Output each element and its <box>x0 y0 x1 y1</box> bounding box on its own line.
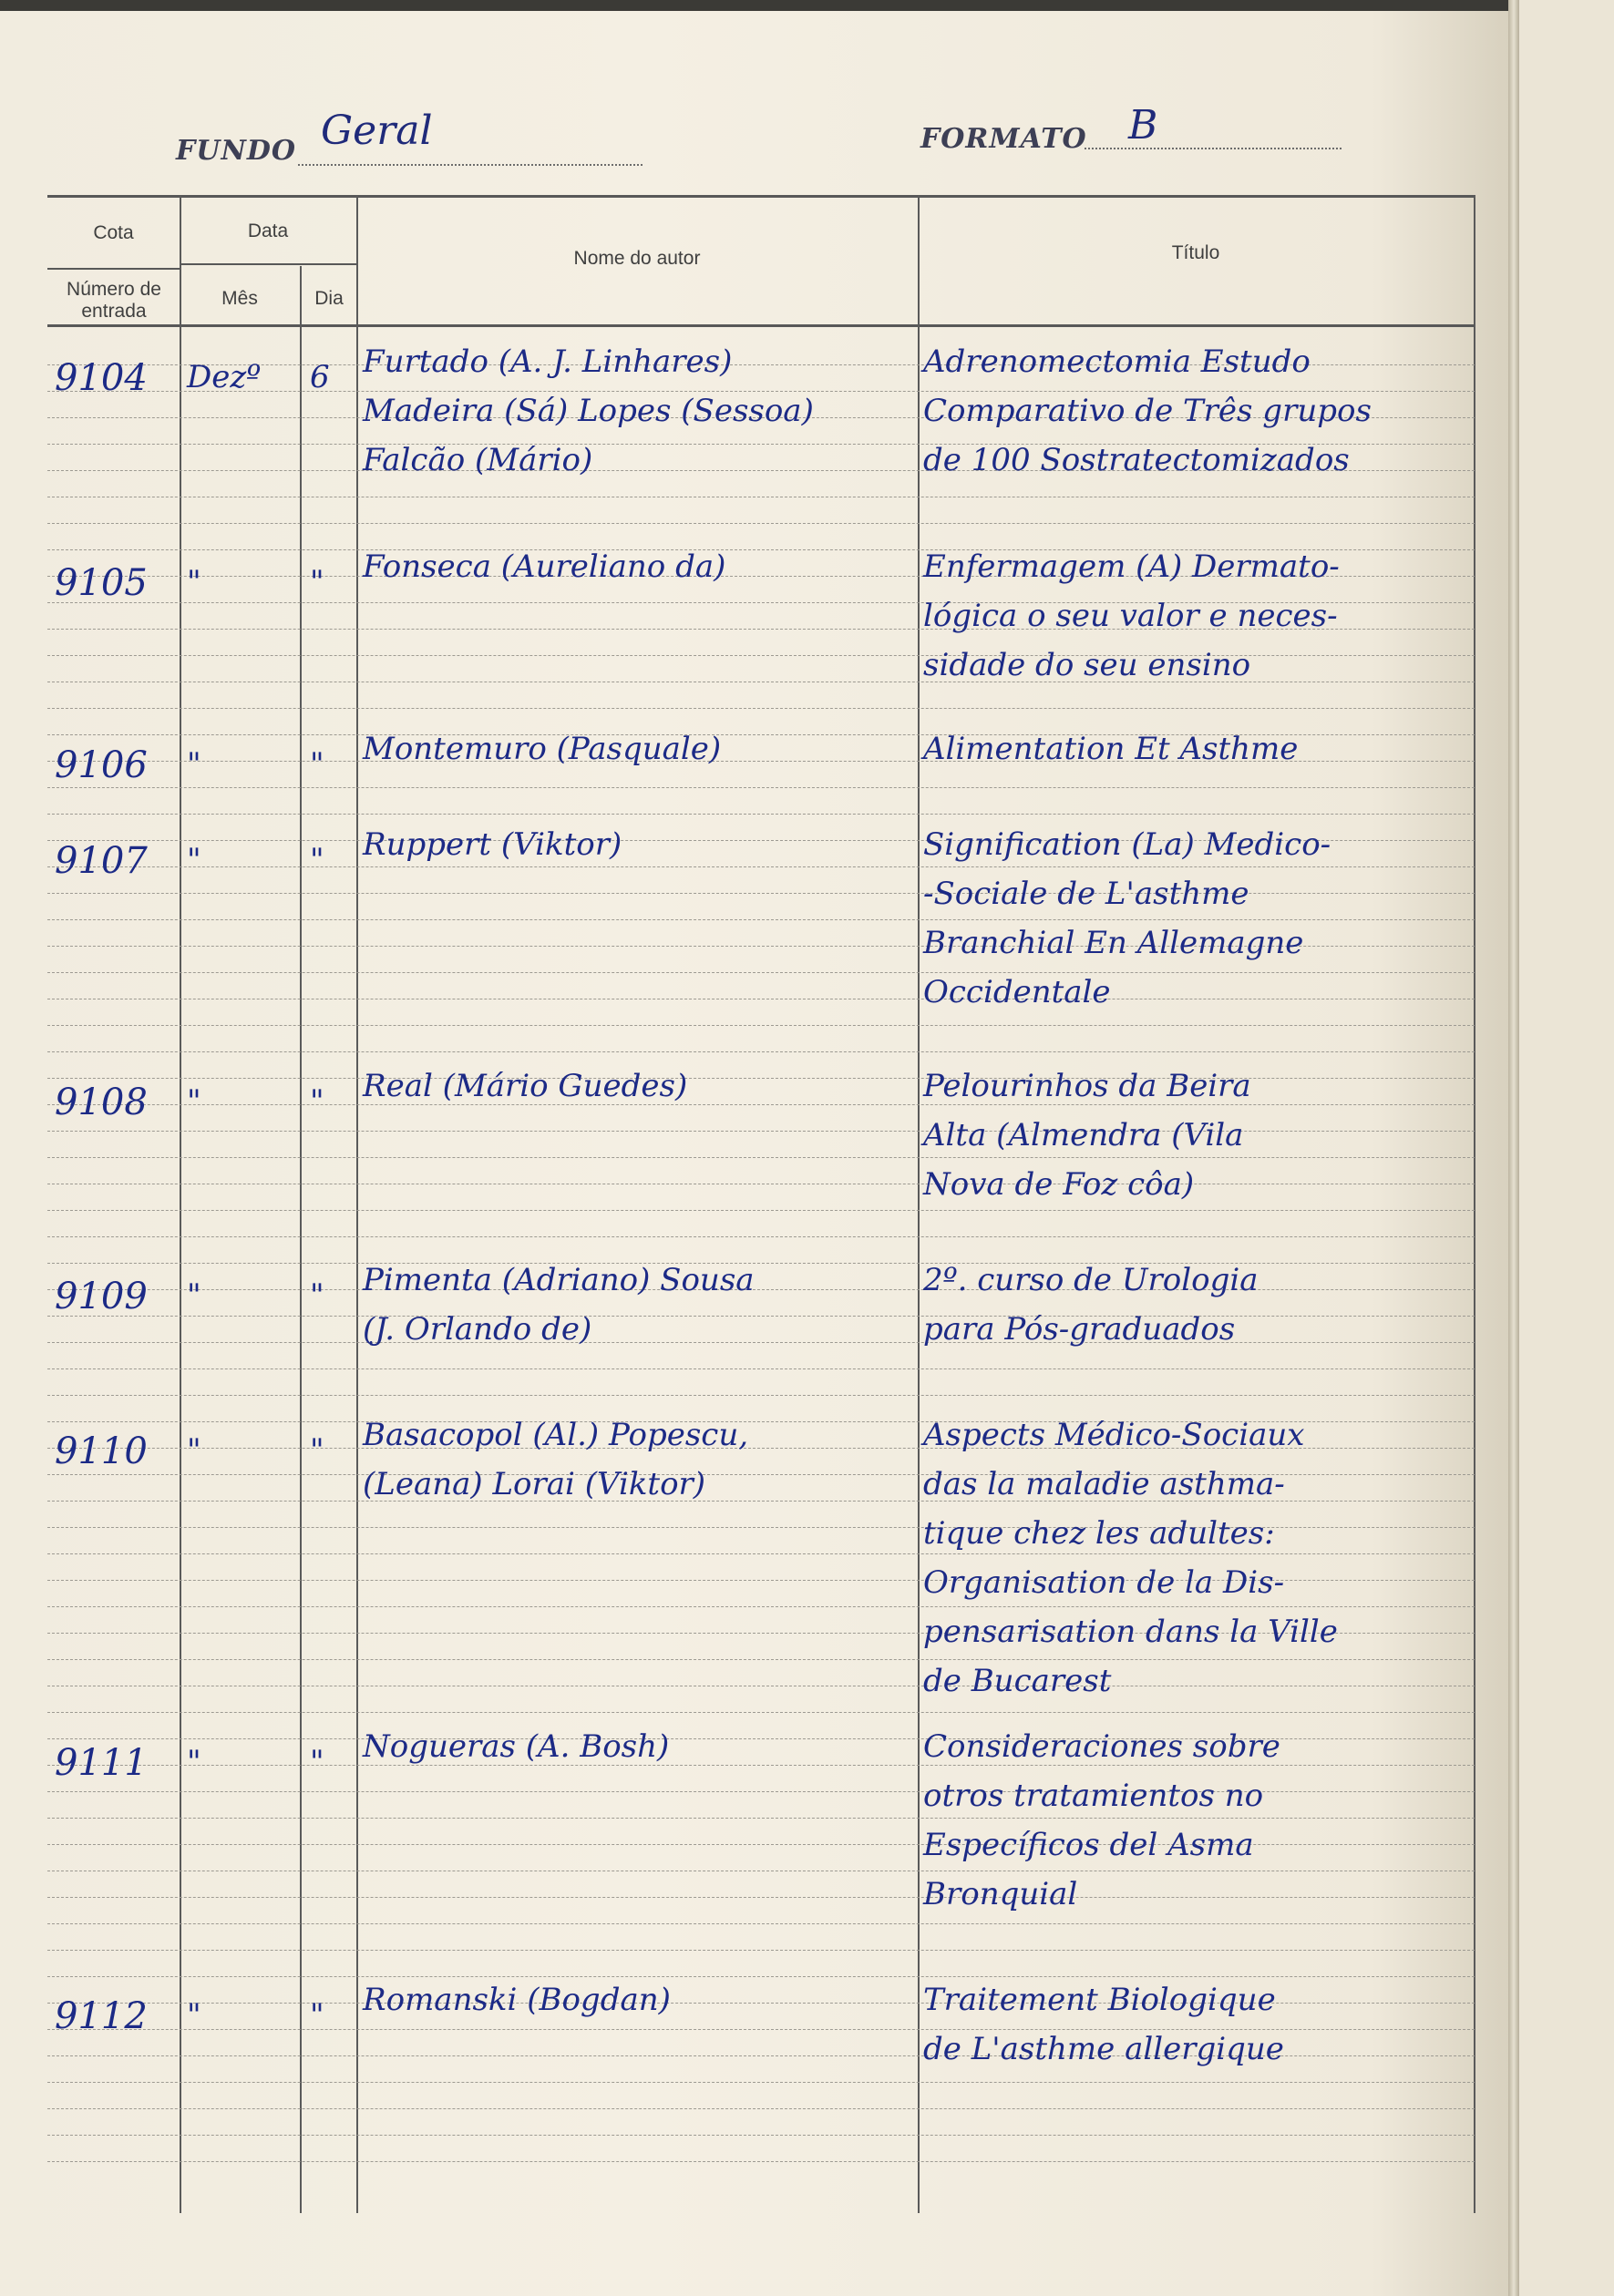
entry-mes: " <box>187 842 201 878</box>
entry-dia: " <box>310 1432 324 1469</box>
entry-autor <box>363 1256 915 1354</box>
entry-mes: Dezº <box>187 359 262 395</box>
entry-autor <box>363 1061 915 1111</box>
entry-cota: 9104 <box>55 357 148 399</box>
entry-titulo-line: Traitement Biologique <box>923 1982 1276 2018</box>
formato-label: FORMATO <box>920 123 1087 155</box>
entry-titulo-line: Branchial En Allemagne <box>923 925 1304 961</box>
entry-dia: " <box>310 842 324 878</box>
entry-autor-line: Romanski (Bogdan) <box>363 1982 671 2018</box>
fundo-value: Geral <box>321 108 433 154</box>
fundo-label: FUNDO <box>176 135 297 167</box>
entry-titulo <box>923 337 1506 485</box>
entry-titulo-line: tique chez les adultes: <box>923 1515 1275 1552</box>
entry-mes: " <box>187 746 201 783</box>
entry-titulo-line: Signification (La) Medico- <box>923 826 1331 863</box>
entry-cota: 9110 <box>55 1430 148 1472</box>
entry-titulo-line: Alimentation Et Asthme <box>923 731 1299 767</box>
entry-autor <box>363 1410 915 1509</box>
entry-titulo <box>923 1975 1506 2074</box>
col-header-dia: Dia <box>314 288 344 309</box>
entry-cota: 9111 <box>55 1742 148 1784</box>
entry-titulo-line: Adrenomectomia Estudo <box>923 343 1311 380</box>
ruled-line <box>47 2135 1475 2136</box>
entry-mes: " <box>187 1277 201 1314</box>
entry-autor-line: Furtado (A. J. Linhares) <box>363 343 733 380</box>
entry-titulo-line: otros tratamientos no <box>923 1778 1264 1814</box>
entry-dia: " <box>310 1277 324 1314</box>
entry-titulo-line: Bronquial <box>923 1876 1078 1912</box>
col-divider-autor <box>918 195 920 2213</box>
scan-edge <box>0 0 1614 11</box>
entry-mes: " <box>187 564 201 600</box>
col-header-data: Data <box>247 220 289 241</box>
entry-autor-line: Ruppert (Viktor) <box>363 826 622 863</box>
entry-cota: 9108 <box>55 1081 148 1123</box>
ruled-line <box>47 1368 1475 1369</box>
entry-titulo-line: Consideraciones sobre <box>923 1728 1280 1765</box>
entry-autor-line: Real (Mário Guedes) <box>363 1068 688 1104</box>
fundo-dotted-line <box>298 164 643 166</box>
formato-dotted-line <box>1085 148 1342 149</box>
entry-titulo-line: Aspects Médico-Sociaux <box>923 1417 1305 1453</box>
ruled-line <box>47 1923 1475 1924</box>
entry-dia: " <box>310 746 324 783</box>
entry-titulo-line: de 100 Sostratectomizados <box>923 442 1350 478</box>
entry-cota: 9112 <box>55 1995 148 2037</box>
entry-autor <box>363 724 915 774</box>
entry-autor-line: Basacopol (Al.) Popescu, <box>363 1417 749 1453</box>
ruled-line <box>47 1051 1475 1052</box>
adjacent-page-edge <box>1519 0 1614 2296</box>
entry-dia: 6 <box>310 359 330 395</box>
ruled-line <box>47 2082 1475 2083</box>
page-binding <box>1508 0 1519 2296</box>
entry-cota: 9107 <box>55 840 148 882</box>
ruled-line <box>47 1210 1475 1211</box>
entry-mes: " <box>187 1744 201 1780</box>
ruled-line <box>47 1236 1475 1237</box>
entry-autor <box>363 542 915 591</box>
entry-dia: " <box>310 1997 324 2034</box>
entry-titulo-line: -Sociale de L'asthme <box>923 876 1249 912</box>
entry-titulo-line: Alta (Almendra (Vila <box>923 1117 1244 1153</box>
col-header-mes: Mês <box>221 288 258 309</box>
cota-sub-rule <box>47 268 180 270</box>
entry-cota: 9106 <box>55 744 148 786</box>
entry-autor <box>363 1722 915 1771</box>
entry-titulo-line: Enfermagem (A) Dermato- <box>923 548 1340 585</box>
entry-autor <box>363 337 915 485</box>
col-header-titulo: Título <box>1171 242 1220 263</box>
ruled-line <box>47 787 1475 788</box>
table-top-rule <box>47 195 1475 198</box>
entry-titulo <box>923 1722 1506 1919</box>
entry-mes: " <box>187 1432 201 1469</box>
entry-titulo <box>923 542 1506 690</box>
entry-autor-line: (Leana) Lorai (Viktor) <box>363 1466 706 1502</box>
entry-titulo <box>923 724 1506 774</box>
entry-titulo-line: das la maladie asthma- <box>923 1466 1285 1502</box>
formato-value: B <box>1128 102 1158 149</box>
entry-titulo-line: para Pós-graduados <box>923 1311 1236 1348</box>
entry-titulo-line: pensarisation dans la Ville <box>923 1614 1338 1650</box>
entry-titulo-line: Comparativo de Três grupos <box>923 393 1372 429</box>
ruled-line <box>47 2161 1475 2162</box>
ruled-line <box>47 708 1475 709</box>
entry-titulo-line: Nova de Foz côa) <box>923 1166 1195 1203</box>
col-divider-mes <box>300 266 302 2213</box>
entry-titulo-line: lógica o seu valor e neces- <box>923 598 1338 634</box>
entry-autor-line: Montemuro (Pasquale) <box>363 731 722 767</box>
col-header-autor: Nome do autor <box>573 248 701 269</box>
entry-cota: 9105 <box>55 562 148 604</box>
col-divider-dia <box>356 195 358 2213</box>
col-divider-cota <box>180 195 181 2213</box>
ruled-line <box>47 1395 1475 1396</box>
entry-dia: " <box>310 564 324 600</box>
entry-titulo-line: sidade do seu ensino <box>923 647 1251 683</box>
entry-titulo-line: Específicos del Asma <box>923 1827 1254 1863</box>
entry-dia: " <box>310 1083 324 1120</box>
ruled-line <box>47 2108 1475 2109</box>
data-sub-rule <box>180 263 356 265</box>
header-bottom-rule <box>47 324 1475 327</box>
entry-autor-line: Fonseca (Aureliano da) <box>363 548 726 585</box>
col-header-cota: Cota <box>93 222 134 243</box>
entry-titulo <box>923 820 1506 1017</box>
entry-mes: " <box>187 1997 201 2034</box>
col-header-numero-entrada: Número de entrada <box>67 279 161 322</box>
entry-titulo <box>923 1061 1506 1209</box>
ruled-line <box>47 1950 1475 1951</box>
entry-autor-line: Nogueras (A. Bosh) <box>363 1728 670 1765</box>
entry-autor <box>363 1975 915 2024</box>
entry-cota: 9109 <box>55 1276 148 1317</box>
ruled-line <box>47 814 1475 815</box>
entry-titulo-line: Pelourinhos da Beira <box>923 1068 1251 1104</box>
entry-mes: " <box>187 1083 201 1120</box>
ruled-line <box>47 1712 1475 1713</box>
entry-titulo-line: 2º. curso de Urologia <box>923 1262 1259 1298</box>
entry-autor-line: Madeira (Sá) Lopes (Sessoa) <box>363 393 814 429</box>
entry-dia: " <box>310 1744 324 1780</box>
entry-titulo-line: de Bucarest <box>923 1663 1112 1699</box>
ruled-line <box>47 1025 1475 1026</box>
entry-autor-line: Pimenta (Adriano) Sousa <box>363 1262 755 1298</box>
entry-titulo-line: Occidentale <box>923 974 1111 1010</box>
entry-titulo-line: de L'asthme allergique <box>923 2031 1284 2067</box>
entry-titulo <box>923 1256 1506 1354</box>
ruled-line <box>47 523 1475 524</box>
entry-autor-line: (J. Orlando de) <box>363 1311 592 1348</box>
entry-titulo-line: Organisation de la Dis- <box>923 1564 1285 1601</box>
entry-autor <box>363 820 915 869</box>
entry-titulo <box>923 1410 1506 1706</box>
entry-autor-line: Falcão (Mário) <box>363 442 593 478</box>
